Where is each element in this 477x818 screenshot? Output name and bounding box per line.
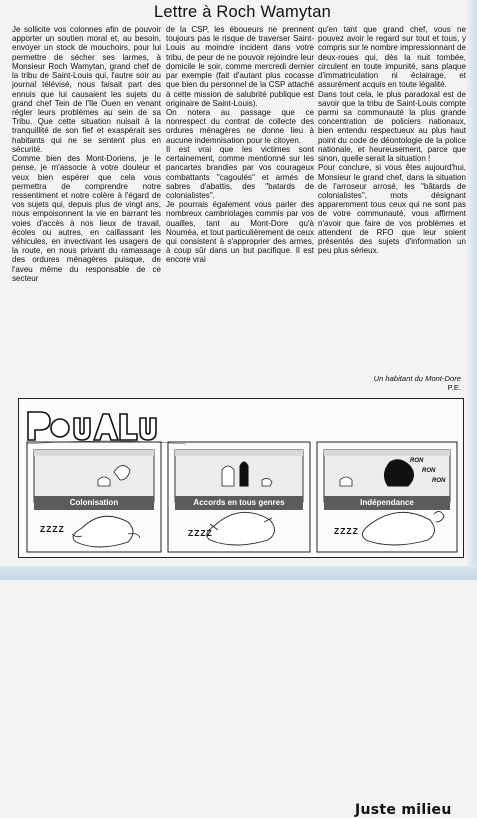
snore-text-1: RON	[410, 458, 424, 464]
snore-text-2: RON	[422, 468, 436, 474]
page-edge	[467, 0, 477, 580]
paragraph: Il est vrai que les victimes sont certainement, comme mentionné sur les pancartes brandies par vos courageux combattants "cagoulés" et armés de sabres d'abattis, des "batards de colonialistes".	[166, 144, 314, 200]
snore-text-3: RON	[432, 478, 446, 484]
article-column-3	[318, 25, 466, 255]
panel-3-label: Indépendance	[360, 498, 414, 507]
article-title: Lettre à Roch Wamytan	[154, 3, 331, 21]
panel-1-label: Colonisation	[69, 498, 119, 507]
signature: Un habitant du Mont-Dore	[373, 374, 461, 383]
sleep-text-2: ZZZZ	[188, 528, 213, 538]
paragraph: Pour conclure, si vous êtes aujourd'hui, Monsieur le grand chef, dans la situation de l'arroseur arrosé, les "bâtards de colonialistes", mots désignant apparemment tous ceux qui ne sont pas de votre communauté, vous affirment n'avoir que faire de vos problèmes et attendent de RFO que leur soient présentés des sujets d'information un peu plus sérieux.	[318, 163, 466, 256]
cartoon-strip	[18, 398, 464, 818]
paragraph: de la CSP, les éboueurs ne prennent toujours pas le risque de traverser Saint-Louis au moindre incident dans votre tribu, de peur de ne pouvoir rejoindre leur domicile le soir, comme mercredi dernier par exemple (fait d'autant plus cocasse que bien du personnel de la CSP attaché à cette mission de salubrité publique est originaire de Saint-Louis).	[166, 25, 314, 108]
cartoon-drawing	[18, 398, 464, 558]
paragraph: qu'en tant que grand chef, vous ne pouvez avoir le regard sur tout et tous, y compris sur le nombre impressionnant de deux-roues qui, dès la nuit tombée, circulent en toute impunité, sans plaque d'immatriculation ni éclairage, et assurément acquis en toute légalité.	[318, 25, 466, 90]
article-column-1	[12, 25, 161, 283]
signature-initials: P.E.	[447, 383, 461, 392]
cartoon-heading: Juste milieu	[355, 802, 452, 818]
paragraph: Je pourrais également vous parler des nombreux cambriolages commis par vos ouailles, tant au Mont-Dore qu'à Nouméa, et tout particulièrement de ceux qui consistent à s'approprier des armes, à coup sûr dans un but pacifique. Il est encore vrai	[166, 200, 314, 265]
sleep-text-1: ZZZZ	[40, 524, 65, 534]
paragraph: Comme bien des Mont-Doriens, je le pense, je m'associe à votre douleur et veux bien espérer que cela vous permettra de comprendre notre ressentiment et notre colère à l'égard de vos sujets qui, depuis plus de vingt ans, nous empoisonnent la vie en barrant les voies d'accès à nos lieux de travail, écoles ou autres, en caillassant les véhicules, en invectivant les usagers de la route, en nous privant du ramassage des ordures ménagères puisque, de l'aveu même du responsable de ce secteur	[12, 154, 161, 283]
sleep-text-3: ZZZZ	[334, 526, 359, 536]
panel-2-label: Accords en tous genres	[193, 498, 285, 507]
article-column-2	[166, 25, 314, 265]
page-bottom-band	[0, 566, 477, 580]
paragraph: On notera au passage que ce nonrespect du contrat de collecte des ordures ménagères ne donne lieu à aucune indemnisation pour le citoyen.	[166, 107, 314, 145]
paragraph: Dans tout cela, le plus paradoxal est de savoir que la tribu de Saint-Louis compte parmi sa communauté la plus grande concentration de policiers nationaux, bien entendu respectueux au plus haut point du code de déontologie de la police nationale, et heureusement, parce que sinon, quelle serait la situation !	[318, 89, 466, 164]
signature-block	[374, 374, 461, 392]
paragraph: Je sollicite vos colonnes afin de pouvoir apporter un soutien moral et, au besoin, envoyer un stock de mouchoirs, pour lui permettre de sécher ses larmes, à Monsieur Roch Wamytan, grand chef de la tribu de Saint-Louis qui, l'autre soir au journal télévisé, nous faisait part des ennuis que lui causaient les sujets du grand chef Tein de l'île Ouen en venant régler leurs problèmes au sein de sa Tribu. Que cette situation nuisait à la tranquillité de son fief et exaspérait ses habitants qui ne se sentent plus en sécurité.	[12, 25, 161, 154]
